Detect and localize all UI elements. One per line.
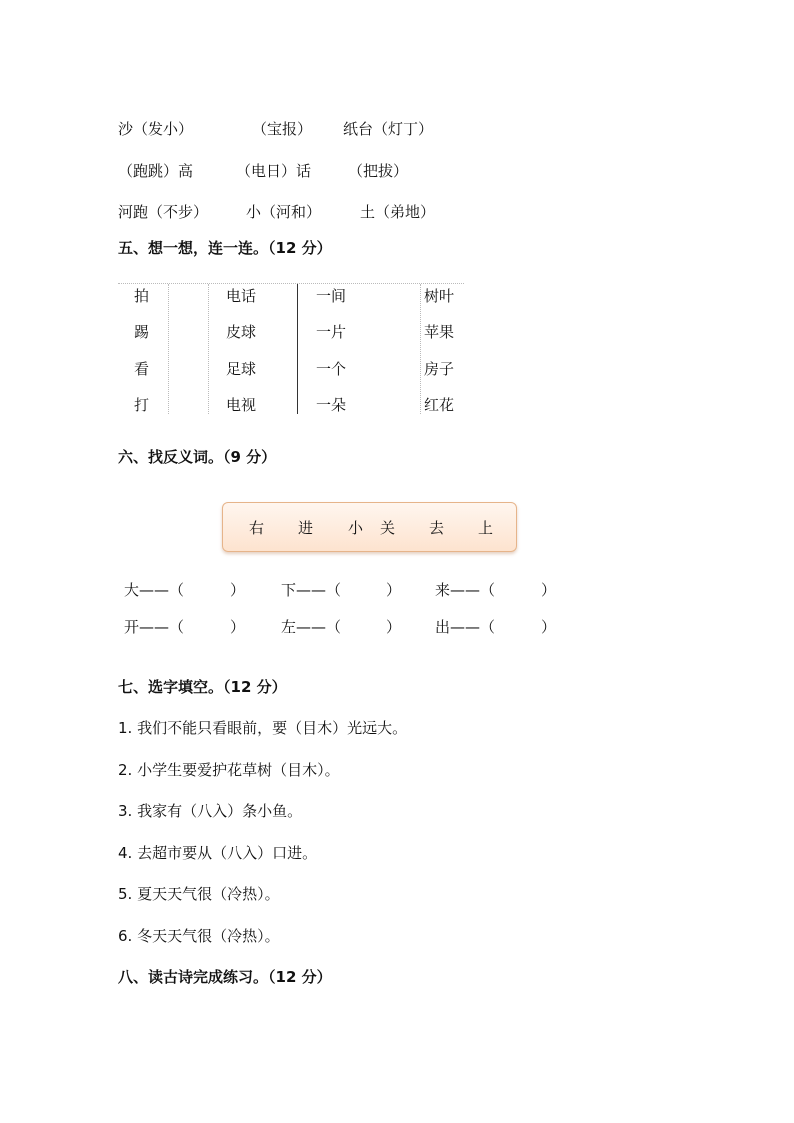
word-bank-item: 右 (249, 519, 265, 537)
match-noun: 足球 (226, 360, 257, 378)
match-verb: 拍 (134, 287, 150, 305)
match-measure: 一个 (316, 360, 347, 378)
match-noun: 电视 (226, 396, 257, 414)
fill-item: 土（弟地） (360, 203, 436, 221)
section8-title: 八、读古诗完成练习。（12 分） (118, 968, 332, 986)
match-noun: 皮球 (226, 323, 257, 341)
word-bank-item: 去 (429, 519, 445, 537)
antonym-prompt: 来——（ (435, 581, 496, 599)
table-top-border (118, 283, 464, 284)
match-verb: 打 (134, 396, 150, 414)
match-object: 树叶 (424, 287, 455, 305)
match-measure: 一片 (316, 323, 347, 341)
fill-item: 小（河和） (246, 203, 322, 221)
list-item: 5. 夏天天气很（冷热）。 (118, 885, 280, 903)
match-object: 房子 (424, 360, 455, 378)
antonym-close: ） (386, 581, 402, 599)
antonym-close: ） (230, 618, 246, 636)
match-verb: 看 (134, 360, 150, 378)
antonym-prompt: 下——（ (281, 581, 342, 599)
table-divider (420, 284, 421, 414)
word-bank-item: 关 (380, 519, 396, 537)
antonym-close: ） (386, 618, 402, 636)
word-bank-item: 小 (348, 519, 364, 537)
section5-title: 五、想一想，连一连。（12 分） (118, 239, 332, 257)
fill-item: 纸台（灯丁） (343, 120, 434, 138)
table-divider (168, 284, 169, 414)
word-bank-item: 进 (298, 519, 314, 537)
list-item: 6. 冬天天气很（冷热）。 (118, 927, 280, 945)
list-item: 3. 我家有（八入）条小鱼。 (118, 802, 303, 820)
fill-item: （把拔） (348, 162, 409, 180)
match-measure: 一间 (316, 287, 347, 305)
table-divider (208, 284, 209, 414)
antonym-prompt: 出——（ (435, 618, 496, 636)
fill-item: （宝报） (252, 120, 313, 138)
table-center-line (297, 284, 298, 414)
match-noun: 电话 (226, 287, 257, 305)
fill-item: （电日）话 (236, 162, 312, 180)
match-object: 苹果 (424, 323, 455, 341)
antonym-prompt: 左——（ (281, 618, 342, 636)
list-item: 1. 我们不能只看眼前，要（目木）光远大。 (118, 719, 408, 737)
word-bank-item: 上 (478, 519, 494, 537)
match-verb: 踢 (134, 323, 150, 341)
match-object: 红花 (424, 396, 455, 414)
antonym-close: ） (230, 581, 246, 599)
antonym-close: ） (541, 581, 557, 599)
antonym-prompt: 大——（ (124, 581, 185, 599)
antonym-word-box (222, 502, 517, 552)
list-item: 2. 小学生要爱护花草树（目木）。 (118, 761, 340, 779)
list-item: 4. 去超市要从（八入）口进。 (118, 844, 318, 862)
section6-title: 六、找反义词。（9 分） (118, 448, 277, 466)
section7-title: 七、选字填空。（12 分） (118, 678, 287, 696)
match-measure: 一朵 (316, 396, 347, 414)
fill-item: 河跑（不步） (118, 203, 209, 221)
fill-item: 沙（发小） (118, 120, 194, 138)
fill-item: （跑跳）高 (118, 162, 194, 180)
antonym-prompt: 开——（ (124, 618, 185, 636)
antonym-close: ） (541, 618, 557, 636)
